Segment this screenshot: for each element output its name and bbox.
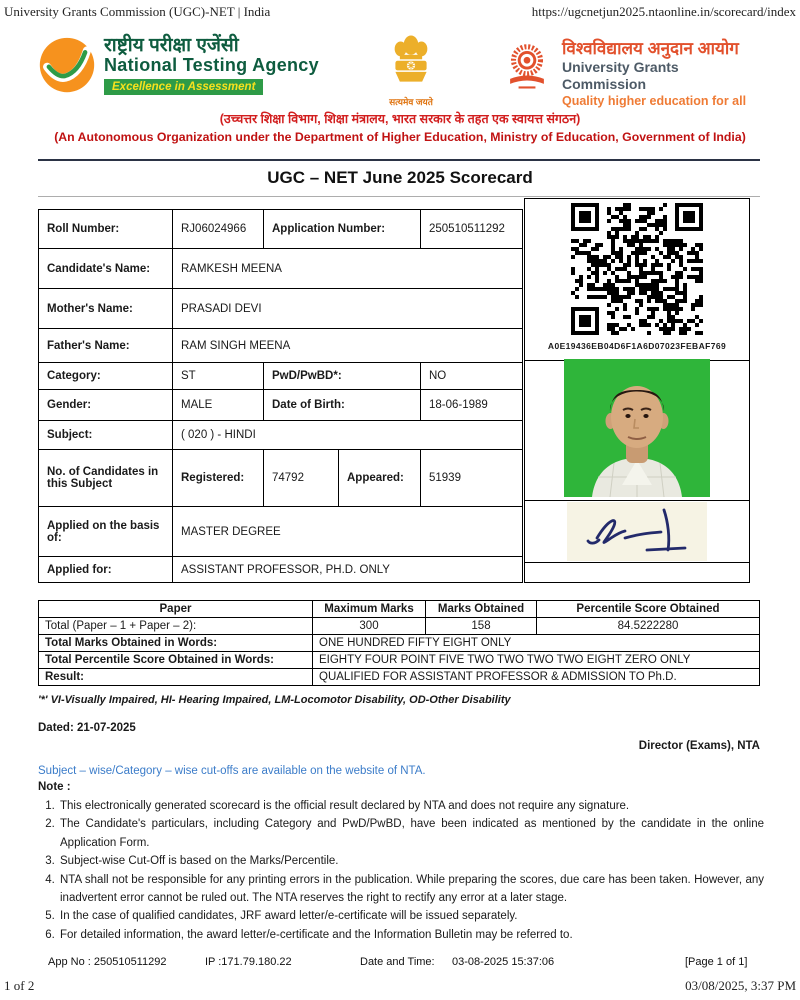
list-item: 3. Subject-wise Cut-Off is based on the Marks/Percentile. [58, 852, 764, 870]
candidate-name-label: Candidate's Name: [39, 249, 173, 289]
table-row [39, 618, 760, 635]
datetime-value: 03-08-2025 15:37:06 [452, 956, 555, 968]
marks-words-value: ONE HUNDRED FIFTY EIGHT ONLY [313, 635, 760, 652]
page-indicator: [Page 1 of 1] [685, 956, 748, 968]
notes-list [42, 797, 764, 944]
qr-code [525, 203, 749, 340]
marks-header-max: Maximum Marks [313, 601, 426, 618]
mother-name-label: Mother's Name: [39, 289, 173, 329]
nta-english-name: National Testing Agency [104, 54, 319, 75]
candidate-name-value: RAMKESH MEENA [173, 249, 523, 289]
applied-for-label: Applied for: [39, 557, 173, 583]
table-row [39, 601, 760, 618]
dob-label: Date of Birth: [264, 390, 421, 421]
candidate-photo-image [564, 359, 710, 502]
list-item: 6. For detailed information, the award letter/e-certificate and the Information Bulletin may be referred to. [58, 926, 764, 944]
applied-basis-value: MASTER DEGREE [173, 507, 523, 557]
nta-hindi-name: राष्ट्रीय परीक्षा एजेंसी [104, 35, 239, 56]
logo-row [38, 34, 762, 110]
gender-label: Gender: [39, 390, 173, 421]
ugc-tagline: Quality higher education for all [562, 93, 747, 108]
table-row [39, 669, 760, 686]
marks-header-paper: Paper [39, 601, 313, 618]
percentile-words-value: EIGHTY FOUR POINT FIVE TWO TWO TWO TWO EIGHT ZERO ONLY [313, 652, 760, 669]
ip-text: IP :171.79.180.22 [205, 956, 292, 968]
registered-value: 74792 [264, 450, 339, 507]
appeared-value: 51939 [421, 450, 523, 507]
registered-label: Registered: [173, 450, 264, 507]
org-line-english: (An Autonomous Organization under the Department of Higher Education, Ministry of Education, Government of India) [54, 130, 746, 144]
print-header-url: https://ugcnetjun2025.ntaonline.in/scorecard/index [531, 4, 796, 19]
table-row [39, 450, 523, 507]
father-name-label: Father's Name: [39, 329, 173, 363]
nta-logo-icon [38, 36, 96, 99]
application-number-label: Application Number: [264, 210, 421, 249]
marks-total-label: Total (Paper – 1 + Paper – 2): [39, 618, 313, 635]
table-row [39, 249, 523, 289]
india-emblem [338, 34, 484, 108]
nta-logo [38, 36, 319, 99]
list-item: 5. In the case of qualified candidates, JRF award letter/e-certificate will be issued separately. [58, 907, 764, 925]
marks-max-value: 300 [313, 618, 426, 635]
applied-basis-label: Applied on the basis of: [39, 507, 173, 557]
emblem-motto: सत्यमेव जयते [389, 97, 433, 107]
pwd-label: PwD/PwBD*: [264, 363, 421, 390]
qr-cell [525, 199, 749, 361]
dated-text: Dated: 21-07-2025 [38, 722, 136, 734]
candidate-photo [525, 361, 749, 501]
table-row [39, 421, 523, 450]
subject-label: Subject: [39, 421, 173, 450]
candidates-count-label: No. of Candidates in this Subject [39, 450, 173, 507]
divider-top [38, 159, 760, 161]
ugc-logo [500, 40, 762, 109]
table-row [39, 329, 523, 363]
identity-box [524, 198, 750, 583]
table-row [39, 363, 523, 390]
marks-header-obtained: Marks Obtained [426, 601, 537, 618]
qr-code-text: A0E19436EB04D6F1A6D07023FEBAF769 [547, 341, 727, 351]
candidate-info-table [38, 209, 523, 583]
applied-for-value: ASSISTANT PROFESSOR, PH.D. ONLY [173, 557, 523, 583]
table-row [39, 390, 523, 421]
roll-number-label: Roll Number: [39, 210, 173, 249]
result-value: QUALIFIED FOR ASSISTANT PROFESSOR & ADMISSION TO Ph.D. [313, 669, 760, 686]
category-value: ST [173, 363, 264, 390]
table-row [39, 210, 523, 249]
nta-tagline: Excellence in Assessment [104, 79, 263, 95]
category-label: Category: [39, 363, 173, 390]
ashoka-emblem-icon [385, 79, 437, 96]
note-heading: Note : [38, 781, 71, 793]
app-no-text: App No : 250510511292 [48, 956, 167, 968]
ugc-logo-icon [500, 40, 554, 99]
list-item: 1. This electronically generated scorecard is the official result declared by NTA and does not require any signature. [58, 797, 764, 815]
percentile-words-label: Total Percentile Score Obtained in Words: [39, 652, 313, 669]
list-item: 2. The Candidate's particulars, including Category and PwD/PwBD, have been indicated as mentioned by the candidate in the online Application Form. [58, 815, 764, 852]
list-item: 4. NTA shall not be responsible for any printing errors in the publication. While preparing the scores, due care has been taken. However, any inadvertent error cannot be ruled out. The NTA reserves the right to rectify any error at a later stage. [58, 871, 764, 908]
print-footer [4, 978, 796, 994]
mother-name-value: PRASADI DEVI [173, 289, 523, 329]
table-row [39, 652, 760, 669]
table-row [39, 557, 523, 583]
disability-footnote: '*' VI-Visually Impaired, HI- Hearing Impaired, LM-Locomotor Disability, OD-Other Disability [38, 694, 511, 706]
father-name-value: RAM SINGH MEENA [173, 329, 523, 363]
signature-image [567, 502, 707, 561]
marks-words-label: Total Marks Obtained in Words: [39, 635, 313, 652]
gender-value: MALE [173, 390, 264, 421]
table-row [39, 507, 523, 557]
candidate-signature [525, 501, 749, 563]
divider-bottom [38, 196, 760, 197]
marks-obtained-value: 158 [426, 618, 537, 635]
result-label: Result: [39, 669, 313, 686]
marks-percentile-value: 84.5222280 [537, 618, 760, 635]
subject-value: ( 020 ) - HINDI [173, 421, 523, 450]
application-number-value: 250510511292 [421, 210, 523, 249]
dob-value: 18-06-1989 [421, 390, 523, 421]
roll-number-value: RJ06024966 [173, 210, 264, 249]
cutoff-link[interactable]: Subject – wise/Category – wise cut-offs are available on the website of NTA. [38, 765, 426, 777]
ugc-hindi-name: विश्वविद्यालय अनुदान आयोग [562, 39, 739, 58]
print-footer-page: 1 of 2 [4, 978, 35, 993]
table-row [39, 289, 523, 329]
marks-header-percentile: Percentile Score Obtained [537, 601, 760, 618]
table-row [39, 635, 760, 652]
print-header [4, 4, 796, 20]
print-header-title: University Grants Commission (UGC)-NET | India [4, 4, 271, 19]
appeared-label: Appeared: [339, 450, 421, 507]
ugc-english-name: University Grants Commission [562, 58, 679, 93]
page-title: UGC – NET June 2025 Scorecard [267, 168, 533, 187]
director-signatory: Director (Exams), NTA [638, 740, 760, 752]
print-footer-timestamp: 03/08/2025, 3:37 PM [685, 978, 796, 993]
datetime-label: Date and Time: [360, 956, 435, 968]
org-line-hindi: (उच्चत्तर शिक्षा विभाग, शिक्षा मंत्रालय, भारत सरकार के तहत एक स्वायत्त संगठन) [219, 112, 581, 126]
empty-cell [525, 563, 749, 581]
pwd-value: NO [421, 363, 523, 390]
marks-table [38, 600, 760, 686]
